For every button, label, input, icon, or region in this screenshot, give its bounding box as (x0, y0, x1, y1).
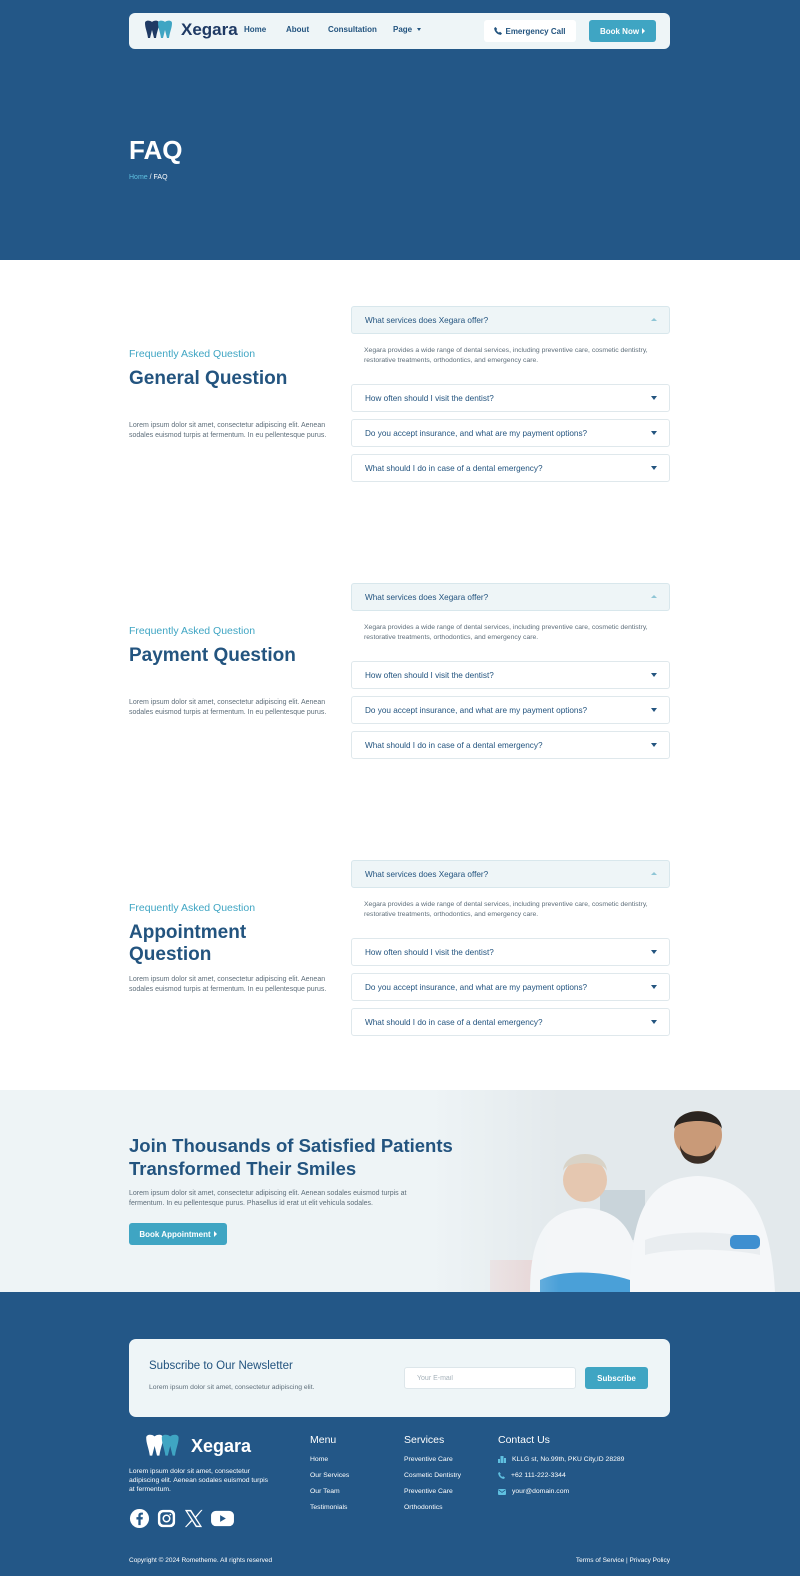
footer-menu-link[interactable]: Home (310, 1456, 329, 1463)
chevron-down-icon (651, 466, 657, 470)
copyright-text: Copyright © 2024 Rometheme. All rights reserved (129, 1557, 273, 1564)
caret-right-icon (214, 1231, 217, 1237)
x-icon[interactable] (183, 1508, 204, 1529)
faq-section-desc: Lorem ipsum dolor sit amet, consectetur adipiscing elit. Aenean sodales euismod turpis at fermentum. In eu pellentesque purus. (129, 699, 327, 716)
caret-down-icon (417, 28, 421, 31)
chevron-up-icon (651, 318, 657, 321)
faq-section-payment (0, 577, 800, 853)
faq-section-title: General Question (129, 368, 288, 389)
accordion-question: What should I do in case of a dental emergency? (365, 464, 543, 473)
faq-kicker: Frequently Asked Question (129, 625, 256, 637)
nav-link-home[interactable]: Home (244, 25, 267, 34)
nav-link-consultation[interactable]: Consultation (328, 25, 377, 34)
faq-section-appointment (0, 854, 800, 1130)
footer-menu-link[interactable]: Our Team (310, 1488, 340, 1495)
contact-address-text: KLLG st, No.99th, PKU City,ID 28289 (512, 1456, 625, 1463)
cta-title: Join Thousands of Satisfied Patients Transformed Their Smiles (129, 1135, 453, 1179)
book-appointment-button[interactable] (129, 1223, 227, 1245)
newsletter-email-input[interactable] (404, 1367, 576, 1389)
book-appointment-label: Book Appointment (139, 1229, 211, 1239)
book-now-button[interactable] (589, 20, 656, 42)
chevron-up-icon (651, 595, 657, 598)
instagram-icon[interactable] (156, 1508, 177, 1529)
contact-email[interactable] (498, 1488, 569, 1495)
footer (0, 1292, 800, 1576)
footer-contact-heading: Contact Us (498, 1434, 550, 1446)
footer-services-heading: Services (404, 1434, 445, 1446)
accordion-question: Do you accept insurance, and what are my payment options? (365, 706, 588, 715)
accordion-question: What services does Xegara offer? (365, 593, 489, 602)
accordion-question: Do you accept insurance, and what are my payment options? (365, 429, 588, 438)
contact-address (498, 1456, 624, 1463)
cta-section (0, 1090, 800, 1292)
facebook-icon[interactable] (129, 1508, 150, 1529)
phone-icon (498, 1472, 505, 1479)
caret-right-icon (642, 28, 645, 34)
hero-section (0, 0, 800, 260)
accordion-question: Do you accept insurance, and what are my payment options? (365, 983, 588, 992)
footer-service-link[interactable]: Preventive Care (404, 1488, 453, 1495)
emergency-call-button[interactable] (484, 20, 576, 42)
accordion-item[interactable] (351, 1008, 670, 1036)
brand-name: Xegara (181, 20, 238, 39)
newsletter-box (129, 1339, 670, 1417)
faq-section-title: Appointment Question (129, 922, 247, 965)
subscribe-button[interactable]: Subscribe (585, 1367, 648, 1389)
chevron-down-icon (651, 743, 657, 747)
legal-links[interactable]: Terms of Service | Privacy Policy (575, 1557, 670, 1564)
faq-section-desc: Lorem ipsum dolor sit amet, consectetur adipiscing elit. Aenean sodales euismod turpis at fermentum. In eu pellentesque purus. (129, 422, 327, 439)
footer-service-link[interactable]: Orthodontics (404, 1504, 443, 1511)
footer-service-link[interactable]: Preventive Care (404, 1456, 453, 1463)
accordion-item[interactable] (351, 696, 670, 724)
faq-section-desc: Lorem ipsum dolor sit amet, consectetur adipiscing elit. Aenean sodales euismod turpis at fermentum. In eu pellentesque purus. (129, 976, 327, 993)
newsletter-desc: Lorem ipsum dolor sit amet, consectetur adipiscing elit. (149, 1384, 315, 1391)
book-now-label: Book Now (599, 26, 640, 36)
page-title: FAQ (129, 135, 183, 165)
accordion-answer: Xegara provides a wide range of dental services, including preventive care, cosmetic dentistry, restorative treatments, orthodontics, and emergency care. (364, 624, 648, 641)
phone-icon (494, 27, 502, 35)
footer-menu-link[interactable]: Our Services (310, 1472, 350, 1479)
nav-link-page-label: Page (393, 25, 413, 34)
nav-link-page[interactable] (393, 25, 421, 34)
youtube-icon[interactable] (210, 1508, 235, 1529)
accordion-question: What should I do in case of a dental emergency? (365, 1018, 543, 1027)
tooth-logo-icon (143, 1434, 183, 1458)
chevron-down-icon (651, 431, 657, 435)
accordion-item-open[interactable] (351, 306, 670, 334)
footer-desc: Lorem ipsum dolor sit amet, consectetur adipiscing elit. Aenean sodales euismod turpis at fermentum. (129, 1468, 269, 1493)
faq-section-general (0, 300, 800, 576)
dentists-photo (430, 1090, 800, 1292)
nav-link-about[interactable]: About (286, 25, 310, 34)
accordion-question: How often should I visit the dentist? (365, 948, 494, 957)
chevron-down-icon (651, 673, 657, 677)
footer-brand-name: Xegara (191, 1435, 252, 1456)
contact-email-text: your@domain.com (512, 1488, 570, 1495)
accordion-item[interactable] (351, 384, 670, 412)
office-icon (498, 1456, 506, 1463)
contact-phone-text: +62 111-222-3344 (511, 1472, 566, 1479)
footer-service-link[interactable]: Cosmetic Dentistry (404, 1472, 462, 1479)
top-navbar (129, 13, 670, 49)
accordion-item[interactable] (351, 973, 670, 1001)
accordion-item-open[interactable] (351, 583, 670, 611)
accordion-question: What services does Xegara offer? (365, 870, 489, 879)
tooth-logo-icon (143, 20, 175, 40)
chevron-down-icon (651, 708, 657, 712)
social-links (129, 1508, 235, 1529)
footer-menu-link[interactable]: Testimonials (310, 1504, 348, 1511)
footer-menu-heading: Menu (310, 1434, 337, 1446)
accordion-question: What services does Xegara offer? (365, 316, 489, 325)
chevron-down-icon (651, 396, 657, 400)
accordion-question: What should I do in case of a dental emergency? (365, 741, 543, 750)
emergency-call-label: Emergency Call (505, 26, 566, 36)
mail-icon (498, 1489, 506, 1495)
brand-logo[interactable] (143, 20, 238, 40)
footer-brand-logo[interactable] (143, 1434, 251, 1458)
chevron-down-icon (651, 1020, 657, 1024)
accordion-item[interactable] (351, 938, 670, 966)
accordion-item[interactable] (351, 731, 670, 759)
chevron-down-icon (651, 950, 657, 954)
accordion-question: How often should I visit the dentist? (365, 671, 494, 680)
cta-desc: Lorem ipsum dolor sit amet, consectetur adipiscing elit. Aenean sodales euismod turpis at fermentum. In eu pellentesque purus. Phasellus id erat ut elit vehicula sodales. (129, 1190, 407, 1207)
faq-kicker: Frequently Asked Question (129, 902, 256, 914)
accordion-question: How often should I visit the dentist? (365, 394, 494, 403)
accordion-answer: Xegara provides a wide range of dental services, including preventive care, cosmetic dentistry, restorative treatments, orthodontics, and emergency care. (364, 901, 648, 918)
accordion-item[interactable] (351, 419, 670, 447)
chevron-down-icon (651, 985, 657, 989)
newsletter-title: Subscribe to Our Newsletter (149, 1360, 293, 1372)
faq-section-title: Payment Question (129, 645, 296, 666)
accordion-answer: Xegara provides a wide range of dental services, including preventive care, cosmetic dentistry, restorative treatments, orthodontics, and emergency care. (364, 347, 648, 364)
accordion-item[interactable] (351, 661, 670, 689)
breadcrumb-current: FAQ (153, 174, 168, 181)
breadcrumb-separator: / (147, 174, 154, 181)
contact-phone[interactable] (498, 1472, 566, 1479)
accordion-item[interactable] (351, 454, 670, 482)
faq-kicker: Frequently Asked Question (129, 348, 256, 360)
accordion-item-open[interactable] (351, 860, 670, 888)
chevron-up-icon (651, 872, 657, 875)
breadcrumb (129, 174, 168, 181)
breadcrumb-home-link[interactable]: Home (129, 174, 148, 181)
